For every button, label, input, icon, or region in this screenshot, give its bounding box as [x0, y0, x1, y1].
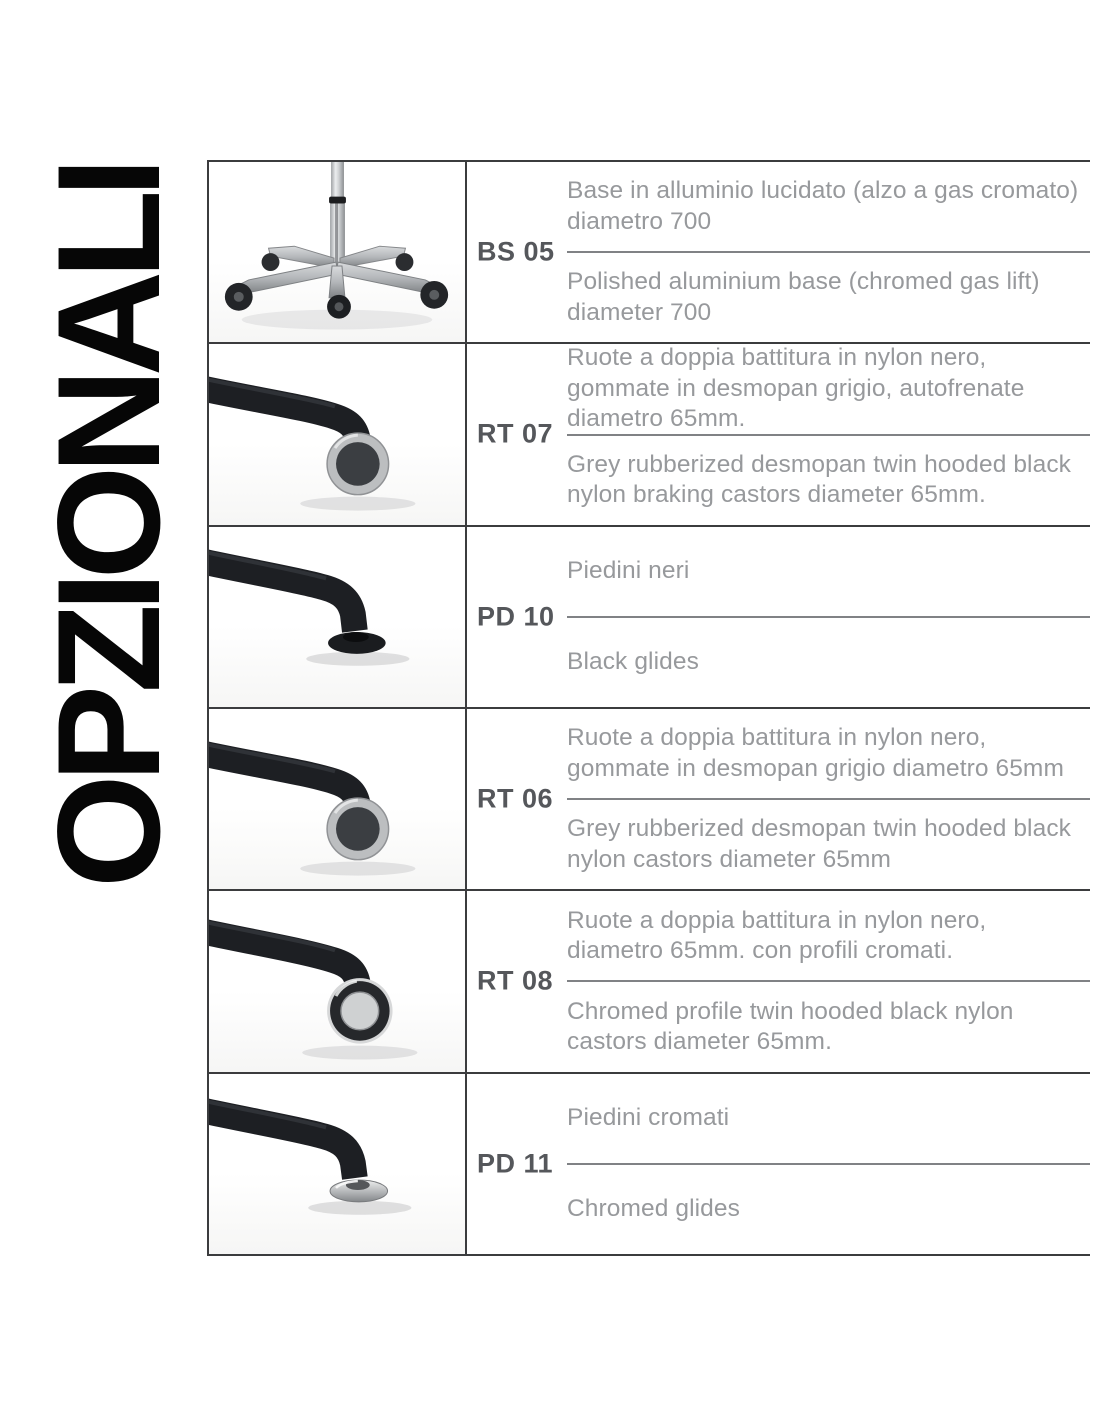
option-code: PD 10 — [477, 601, 555, 632]
aluminium-base-photo — [209, 162, 467, 342]
description-italian: Base in alluminio lucidato (alzo a gas cromato) diametro 700 — [567, 177, 1079, 235]
description-italian-wrap — [467, 344, 1090, 433]
description-italian-wrap — [467, 527, 1090, 616]
option-row — [209, 344, 1090, 526]
option-row — [209, 162, 1090, 344]
description-english-wrap — [467, 618, 1090, 707]
option-row — [209, 1074, 1090, 1256]
option-details — [467, 344, 1090, 524]
option-details — [467, 709, 1090, 889]
options-table — [207, 160, 1090, 1256]
description-english: Chromed profile twin hooded black nylon castors diameter 65mm. — [567, 997, 1014, 1056]
description-italian: Piedini neri — [567, 557, 690, 585]
chrome-castor-photo — [209, 891, 467, 1071]
option-row — [209, 891, 1090, 1073]
chrome-glide-photo — [209, 1074, 467, 1254]
option-code: RT 06 — [477, 783, 554, 814]
option-code: RT 07 — [477, 418, 554, 449]
option-details — [467, 1074, 1090, 1254]
option-code: RT 08 — [477, 965, 554, 996]
option-details — [467, 527, 1090, 707]
description-english: Grey rubberized desmopan twin hooded black nylon castors diameter 65mm — [567, 815, 1072, 873]
option-details — [467, 162, 1090, 342]
black-glide-photo — [209, 527, 467, 707]
description-english: Black glides — [567, 648, 699, 676]
grey-castor-photo — [209, 709, 467, 889]
description-english: Grey rubberized desmopan twin hooded black nylon braking castors diameter 65mm. — [567, 450, 1072, 509]
option-row — [209, 709, 1090, 891]
description-english-wrap — [467, 436, 1090, 525]
description-italian: Piedini cromati — [567, 1104, 730, 1132]
description-english: Polished aluminium base (chromed gas lift) diameter 700 — [567, 268, 1040, 326]
grey-castor-photo — [209, 344, 467, 524]
description-english-wrap — [467, 253, 1090, 342]
description-english: Chromed glides — [567, 1195, 740, 1223]
description-italian-wrap — [467, 162, 1090, 251]
description-italian: Ruote a doppia battitura in nylon nero, gommate in desmopan grigio, autofrenate diametro 65mm. — [567, 344, 1025, 433]
description-italian-wrap — [467, 709, 1090, 798]
option-code: PD 11 — [477, 1148, 554, 1179]
description-english-wrap — [467, 800, 1090, 889]
description-italian: Ruote a doppia battitura in nylon nero, diametro 65mm. con profili cromati. — [567, 906, 987, 964]
description-english-wrap — [467, 1165, 1090, 1254]
option-code: BS 05 — [477, 236, 555, 267]
description-italian-wrap — [467, 1074, 1090, 1163]
page-title: OPZIONALI — [27, 165, 190, 888]
option-row — [209, 527, 1090, 709]
description-english-wrap — [467, 982, 1090, 1071]
description-italian-wrap — [467, 891, 1090, 980]
option-details — [467, 891, 1090, 1071]
description-italian: Ruote a doppia battitura in nylon nero, gommate in desmopan grigio diametro 65mm — [567, 724, 1064, 782]
